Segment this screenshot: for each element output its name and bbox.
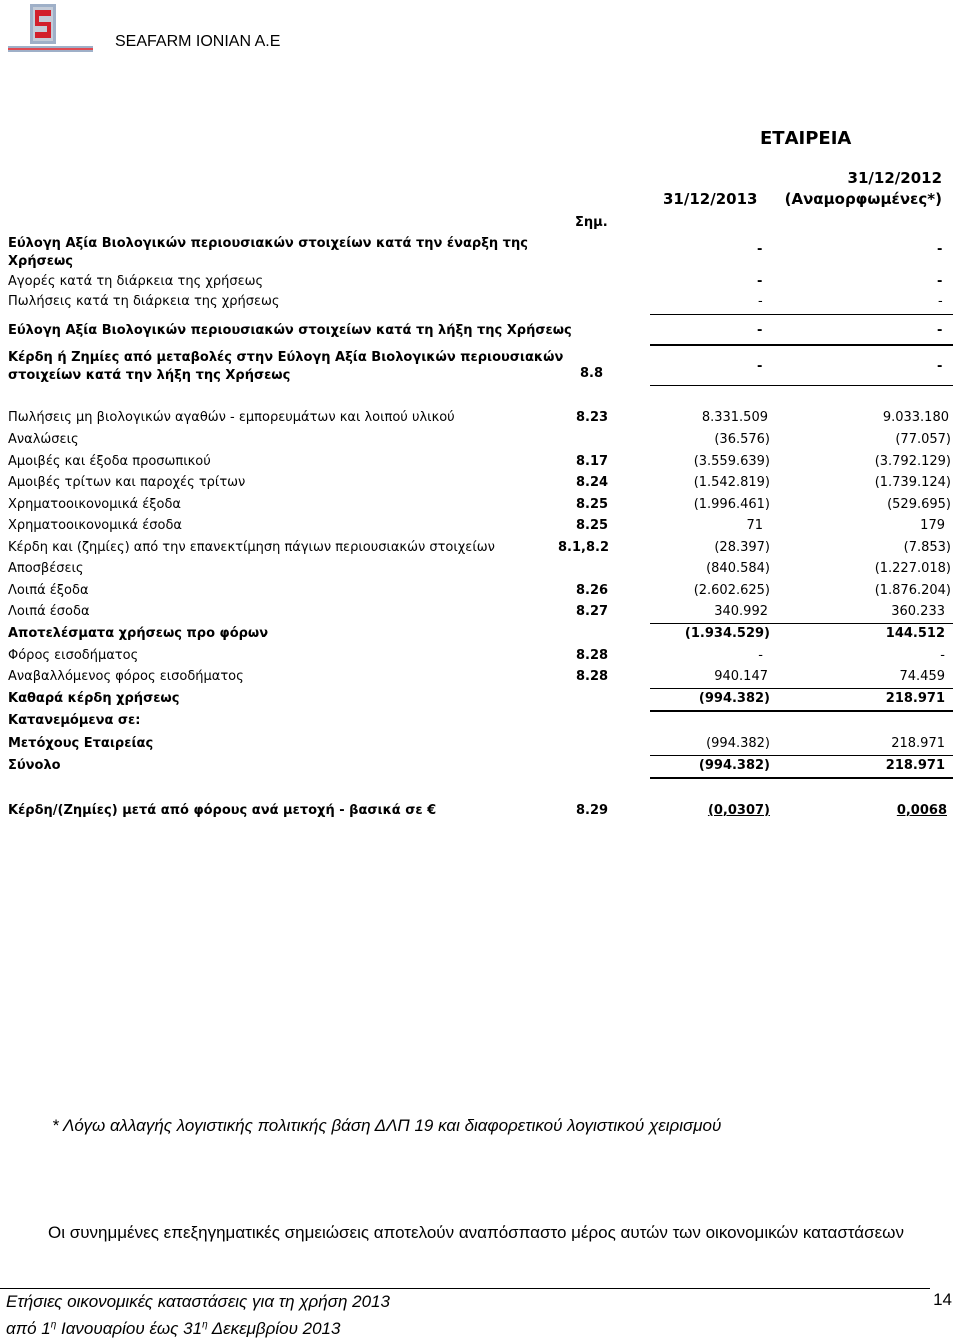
- row-value-2012: (77.057): [895, 432, 951, 447]
- row-value-2013: 71: [746, 518, 763, 533]
- row-value-2012: (1.227.018): [874, 561, 951, 576]
- row-value-2013: (2.602.625): [693, 583, 770, 598]
- row-note: 8.28: [576, 669, 609, 684]
- row-value-2013: (1.542.819): [693, 475, 770, 490]
- entity-header: ΕΤΑΙΡΕΙΑ: [760, 128, 852, 149]
- footer-sup-1: η: [50, 1319, 57, 1331]
- table-row: [8, 540, 953, 560]
- row-value-2012: 9.033.180: [882, 410, 949, 425]
- divider: [650, 755, 953, 756]
- footer-period-a: από 1: [6, 1319, 51, 1338]
- row-value-2013: (1.934.529): [684, 626, 770, 641]
- footer-title: Ετήσιες οικονομικές καταστάσεις για τη χρήση 2013: [6, 1292, 390, 1311]
- row-value-2013: (840.584): [706, 561, 770, 576]
- bio-sales-v2: -: [938, 294, 943, 309]
- table-row: [8, 713, 953, 733]
- bio-fv-change-v2: -: [937, 359, 943, 374]
- page-number: 14: [933, 1290, 952, 1309]
- row-label: Λοιπά έξοδα: [8, 583, 89, 598]
- row-value-2012: 360.233: [891, 604, 945, 619]
- row-note: 8.23: [576, 410, 609, 425]
- col-2012-header: [785, 168, 942, 210]
- row-value-2012: (1.739.124): [874, 475, 951, 490]
- col-2012-restated: (Αναμορφωμένες*): [784, 190, 942, 208]
- table-row: [8, 497, 953, 517]
- footer-period: [6, 1319, 340, 1339]
- bio-fv-change-note: 8.8: [580, 366, 604, 381]
- eps-row: [8, 803, 953, 823]
- row-label: Χρηματοοικονομικά έξοδα: [8, 497, 181, 512]
- bio-closing-v2: -: [937, 323, 943, 338]
- divider: [650, 385, 953, 386]
- row-value-2012: (1.876.204): [874, 583, 951, 598]
- company-name: SEAFARM IONIAN A.E: [115, 33, 281, 50]
- row-note: 8.25: [576, 518, 609, 533]
- row-label: Αναλώσεις: [8, 432, 79, 447]
- row-value-2013: (3.559.639): [693, 454, 770, 469]
- row-value-2012: 179: [920, 518, 945, 533]
- table-row: [8, 432, 953, 452]
- bio-fv-change-label-1: Κέρδη ή Ζημίες από μεταβολές στην Εύλογη Αξία Βιολογικών περιουσιακών: [8, 350, 564, 365]
- row-value-2013: (36.576): [714, 432, 770, 447]
- row-label: Αποτελέσματα χρήσεως προ φόρων: [8, 626, 269, 641]
- row-note: 8.1,8.2: [558, 540, 609, 555]
- footer-period-c: Δεκεμβρίου 2013: [207, 1319, 341, 1338]
- divider: [650, 623, 953, 624]
- row-value-2012: 218.971: [885, 691, 945, 706]
- row-value-2012: -: [940, 648, 945, 663]
- row-value-2013: (28.397): [714, 540, 770, 555]
- row-label: Αμοιβές τρίτων και παροχές τρίτων: [8, 475, 246, 490]
- note-header: Σημ.: [575, 215, 608, 230]
- row-label: Αμοιβές και έξοδα προσωπικού: [8, 454, 211, 469]
- row-label: Κέρδη και (ζημίες) από την επανεκτίμηση πάγιων περιουσιακών στοιχείων: [8, 540, 495, 555]
- row-note: 8.25: [576, 497, 609, 512]
- table-row: [8, 561, 953, 581]
- divider: [650, 314, 953, 315]
- bio-sales-v1: -: [758, 294, 763, 309]
- row-label: Πωλήσεις μη βιολογικών αγαθών - εμπορευμάτων και λοιπού υλικού: [8, 410, 455, 425]
- table-row: [8, 604, 953, 624]
- row-value-2012: (3.792.129): [874, 454, 951, 469]
- row-label: Χρηματοοικονομικά έσοδα: [8, 518, 182, 533]
- bio-fv-change-label-2: στοιχείων κατά την λήξη της Χρήσεως: [8, 368, 291, 383]
- table-row: [8, 758, 953, 778]
- row-label: Καθαρά κέρδη χρήσεως: [8, 691, 180, 706]
- row-value-2012: 218.971: [891, 736, 945, 751]
- divider: [650, 710, 953, 712]
- bio-fv-change-v1: -: [757, 359, 763, 374]
- divider: [650, 688, 953, 689]
- table-row: [8, 626, 953, 646]
- row-label: Φόρος εισοδήματος: [8, 648, 139, 663]
- bio-opening-label-2: Χρήσεως: [8, 254, 73, 269]
- restatement-footnote: * Λόγω αλλαγής λογιστικής πολιτικής βάση ΔΛΠ 19 και διαφορετικού λογιστικού χειρισμού: [52, 1116, 722, 1135]
- company-logo: [8, 2, 108, 60]
- table-row: [8, 583, 953, 603]
- table-row: [8, 475, 953, 495]
- row-note: 8.17: [576, 454, 609, 469]
- row-value-2012: (7.853): [903, 540, 951, 555]
- row-value-2013: (1.996.461): [693, 497, 770, 512]
- bio-purchases-label: Αγορές κατά τη διάρκεια της χρήσεως: [8, 274, 264, 289]
- col-2013-header: 31/12/2013: [663, 190, 758, 208]
- table-row: [8, 410, 953, 430]
- row-value-2013: 340.992: [714, 604, 768, 619]
- bio-opening-label-1: Εύλογη Αξία Βιολογικών περιουσιακών στοιχείων κατά την έναρξη της: [8, 236, 528, 251]
- bio-purchases-v2: -: [937, 274, 943, 289]
- row-value-2013: (994.382): [698, 758, 770, 773]
- table-row: [8, 648, 953, 668]
- row-value-2012: (529.695): [887, 497, 951, 512]
- footer-sup-2: η: [202, 1319, 208, 1331]
- row-value-2013: (994.382): [698, 691, 770, 706]
- eps-label: Κέρδη/(Ζημίες) μετά από φόρους ανά μετοχή - βασικά σε €: [8, 803, 437, 818]
- divider: [650, 344, 953, 346]
- col-2012-date: 31/12/2012: [847, 169, 942, 187]
- table-row: [8, 669, 953, 689]
- row-label: Λοιπά έσοδα: [8, 604, 90, 619]
- bio-closing-label: Εύλογη Αξία Βιολογικών περιουσιακών στοιχείων κατά τη λήξη της Χρήσεως: [8, 323, 572, 338]
- bio-sales-label: Πωλήσεις κατά τη διάρκεια της χρήσεως: [8, 294, 280, 309]
- row-value-2012: 74.459: [899, 669, 945, 684]
- row-value-2013: -: [758, 648, 763, 663]
- eps-value-2013: (0,0307): [707, 803, 770, 818]
- table-row: [8, 454, 953, 474]
- row-label: Μετόχους Εταιρείας: [8, 736, 154, 751]
- eps-value-2012: 0,0068: [896, 803, 947, 818]
- row-value-2013: 8.331.509: [701, 410, 768, 425]
- row-value-2012: 218.971: [885, 758, 945, 773]
- row-label: Αποσβέσεις: [8, 561, 84, 576]
- row-note: 8.26: [576, 583, 609, 598]
- row-note: 8.27: [576, 604, 609, 619]
- bio-purchases-v1: -: [757, 274, 763, 289]
- row-value-2013: 940.147: [714, 669, 768, 684]
- row-label: Κατανεμόμενα σε:: [8, 713, 141, 728]
- row-label: Σύνολο: [8, 758, 61, 773]
- row-label: Αναβαλλόμενος φόρος εισοδήματος: [8, 669, 244, 684]
- row-value-2012: 144.512: [885, 626, 945, 641]
- table-row: [8, 518, 953, 538]
- bio-opening-v1: -: [757, 242, 763, 257]
- row-note: 8.24: [576, 475, 609, 490]
- notes-statement: Οι συνημμένες επεξηγηματικές σημειώσεις αποτελούν αναπόσπαστο μέρος αυτών των οικονομικών καταστάσεων: [48, 1223, 904, 1242]
- bio-closing-v1: -: [757, 323, 763, 338]
- divider: [650, 777, 953, 779]
- row-value-2013: (994.382): [706, 736, 770, 751]
- table-row: [8, 691, 953, 711]
- eps-note: 8.29: [576, 803, 609, 818]
- bio-opening-v2: -: [937, 242, 943, 257]
- footer-divider: [0, 1288, 930, 1289]
- row-note: 8.28: [576, 648, 609, 663]
- table-row: [8, 736, 953, 756]
- footer-period-b: Ιανουαρίου έως 31: [56, 1319, 203, 1338]
